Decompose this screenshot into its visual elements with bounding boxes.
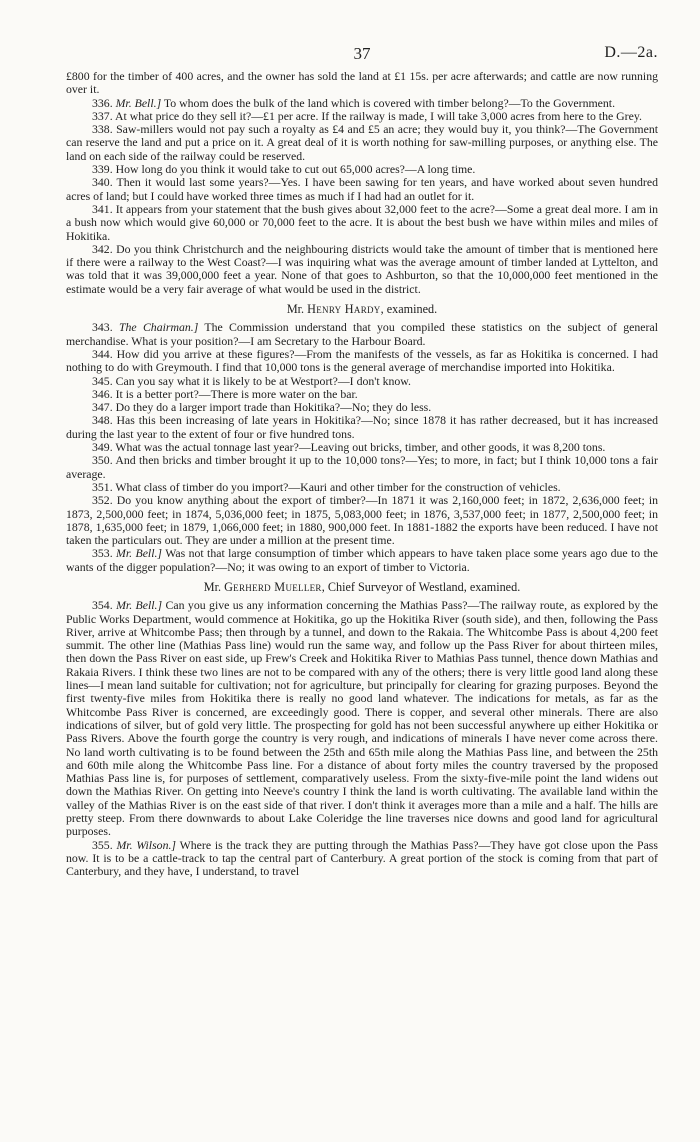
- question-paragraph: [66, 321, 658, 348]
- paragraph-text: Do they do a larger import trade than Hokitika?—No; they do less.: [115, 400, 432, 415]
- question-number: 354.: [92, 598, 113, 613]
- question-number: 352.: [92, 493, 113, 508]
- question-number: 350.: [92, 453, 113, 468]
- paragraph-text: Has this been increasing of late years in Hokitika?—No; since 1878 it has rather decreased, but it has increased during the last year to the extent of four or five hundred tons.: [66, 413, 658, 441]
- speaker-label: Mr. Bell.]: [115, 95, 162, 110]
- paragraph-text: Was not that large consumption of timber which appears to have taken place some years ago due to the wants of the digger population?—No; it was owing to an export of timber to Victoria.: [66, 546, 658, 574]
- question-number: 343.: [92, 320, 113, 335]
- paragraph-text: At what price do they sell it?—£1 per acre. If the railway is made, I will take 3,000 acres from here to the Grey.: [114, 108, 642, 123]
- paragraph-text: Where is the track they are putting through the Mathias Pass?—They have got close upon the Pass now. It is to be a cattle-track to tap the central part of Canterbury. A great portion of the stock is coming from that part of Canterbury, and they have, I understand, to travel: [66, 837, 658, 879]
- paragraph-text: To whom does the bulk of the land which is covered with timber belong?—To the Government.: [163, 95, 616, 110]
- question-number: 339.: [92, 162, 113, 177]
- paragraph-text: The Commission understand that you compiled these statistics on the subject of general merchandise. What is your position?—I am Secretary to the Harbour Board.: [66, 320, 658, 348]
- document-reference: D.—2a.: [604, 44, 658, 61]
- question-number: 347.: [92, 400, 113, 415]
- question-paragraph: [66, 494, 658, 547]
- paragraph-text: Do you think Christchurch and the neighbouring districts would take the amount of timber that is mentioned here if there were a railway to the West Coast?—I was inquiring what was the average amount of timber landed at Lyttelton, and was told that it was 39,000,000 feet a year. None of that goes to Ashburton, so that the 10,000,000 feet mentioned in the estimate would be a very fair average of what would be used in the district.: [66, 241, 659, 296]
- witness-name: Gerherd Mueller: [224, 579, 322, 594]
- question-number: 351.: [92, 479, 113, 494]
- witness-name: Henry Hardy: [307, 302, 381, 317]
- heading-suffix: , examined.: [380, 302, 438, 317]
- question-paragraph: [66, 547, 658, 574]
- paragraph-text: It is a better port?—There is more water on the bar.: [115, 386, 358, 401]
- question-number: 338.: [92, 122, 113, 137]
- document-body: [66, 70, 658, 879]
- paragraph-text: Can you give us any information concerning the Mathias Pass?—The railway route, as explored by the Public Works Department, would commence at Hokitika, go up the Hokitika River (south side), and then, following the Pass River, arrive at Whitcombe Pass; then through by a tunnel, and down to the Rakaia. The Whitcombe Pass is about 4,200 feet summit. The other line (Mathias Pass line) would run the same way, and follow up the Pass River for about thirteen miles, then down the Pass River on east side, up Frew's Creek and Hokitika River to Mathias Pass tunnel, thence down Mathias and Rakaia Rivers. I think these two lines are not to be compared with any of the others; there is very little good land along these lines—I mean land suitable for cultivation; not for agriculture, but principally for clearing for grazing purposes. Beyond the first twenty-five miles from Hokitika there is really no good land whatever. The indications for metals, as far as the Whitcombe Pass River is concerned, are exceedingly good. There is copper, and several other minerals. There are also indications of silver, but of gold very little. The prospecting for gold has not been successful anywhere up either Hokitika or Pass Rivers. Above the fourth gorge the country is very rough, and indications of minerals I have never come across there. No land worth cultivating is to be found between the 25th and 65th mile along the Mathias Pass line, and between the 25th and 60th mile along the Whitcombe Pass line. For a distance of about forty miles the country traversed by the proposed Mathias Pass line is, for purposes of settlement, comparatively useless. From the sixty-five-mile point the land widens out down the Mathias River. On getting into Neeve's country I think the land is worth cultivating. The available land within the valley of the Mathias River is on the east side of that river. I don't think it averages more than a mile and a half. The hills are pretty steep. From there downwards to about Lake Coleridge the line traverses nice downs and good land for agricultural purposes.: [66, 598, 659, 839]
- question-number: 344.: [92, 346, 113, 361]
- paragraph-text: Then it would last some years?—Yes. I have been sawing for ten years, and have worked about seven hundred acres of land; but I could have worked three times as much if I had had an outlet for it.: [66, 175, 658, 203]
- heading-suffix: , Chief Surveyor of Westland, examined.: [321, 579, 521, 594]
- question-paragraph: [66, 388, 658, 401]
- question-paragraph: [66, 97, 658, 110]
- question-number: 345.: [92, 373, 113, 388]
- witness-heading: [66, 303, 658, 316]
- question-number: 348.: [92, 413, 113, 428]
- question-paragraph: [66, 203, 658, 243]
- question-paragraph: [66, 441, 658, 454]
- heading-prefix: Mr.: [286, 302, 308, 317]
- question-paragraph: [66, 70, 658, 97]
- question-number: 342.: [92, 241, 113, 256]
- question-paragraph: [66, 348, 658, 375]
- question-paragraph: [66, 414, 658, 441]
- question-number: 336.: [92, 95, 113, 110]
- question-paragraph: [66, 110, 658, 123]
- page-header: [66, 38, 658, 68]
- speaker-label: Mr. Wilson.]: [116, 837, 177, 852]
- question-paragraph: [66, 163, 658, 176]
- question-paragraph: [66, 243, 658, 296]
- speaker-label: Mr. Bell.]: [116, 546, 163, 561]
- paragraph-text: What was the actual tonnage last year?—Leaving out bricks, timber, and other goods, it was 8,200 tons.: [115, 440, 606, 455]
- question-number: 337.: [92, 108, 113, 123]
- paragraph-text: Saw-millers would not pay such a royalty as £4 and £5 an acre; they would buy it, you think?—The Government can reserve the land and put a price on it. A great deal of it is worth nothing for saw-milling purposes, or anything else. The land on each side of the railway could be reserved.: [66, 122, 658, 163]
- question-paragraph: [66, 454, 658, 481]
- question-paragraph: [66, 176, 658, 203]
- question-number: 353.: [92, 546, 113, 561]
- paragraph-text: Can you say what it is likely to be at Westport?—I don't know.: [115, 373, 412, 388]
- question-paragraph: [66, 123, 658, 163]
- speaker-label: Mr. Bell.]: [116, 598, 163, 613]
- heading-prefix: Mr.: [203, 579, 225, 594]
- question-paragraph: [66, 375, 658, 388]
- paragraph-text: How long do you think it would take to cut out 65,000 acres?—A long time.: [115, 162, 476, 177]
- question-paragraph: [66, 839, 658, 879]
- question-paragraph: [66, 599, 658, 838]
- paragraph-text: What class of timber do you import?—Kauri and other timber for the construction of vehicles.: [115, 479, 561, 494]
- question-number: 346.: [92, 386, 113, 401]
- speaker-label: The Chairman.]: [118, 320, 199, 335]
- question-number: 355.: [92, 837, 113, 852]
- paragraph-text: £800 for the timber of 400 acres, and the owner has sold the land at £1 15s. per acre afterwards; and cattle are now running over it.: [66, 69, 658, 97]
- question-paragraph: [66, 401, 658, 414]
- witness-heading: [66, 581, 658, 594]
- paragraph-text: How did you arrive at these figures?—From the manifests of the vessels, as far as Hokitika is concerned. I had nothing to do with Greymouth. I find that 10,000 tons is the general average of merchandise imported into Hokitika.: [66, 346, 658, 375]
- question-paragraph: [66, 481, 658, 494]
- page-number: 37: [353, 44, 371, 63]
- question-number: 340.: [92, 175, 113, 190]
- question-number: 341.: [92, 201, 113, 216]
- paragraph-text: And then bricks and timber brought it up to the 10,000 tons?—Yes; to more, in fact; but I think 10,000 tons a fair average.: [66, 453, 658, 481]
- question-number: 349.: [92, 440, 113, 455]
- paragraph-text: It appears from your statement that the bush gives about 32,000 feet to the acre?—Some a great deal more. I am in a bush now which would give 60,000 or 70,000 feet to the acre. It is about the best bush we have within miles and miles of Hokitika.: [66, 201, 659, 243]
- paragraph-text: Do you know anything about the export of timber?—In 1871 it was 2,160,000 feet; in 1872, 2,636,000 feet; in 1873, 2,500,000 feet; in 1874, 5,036,000 feet; in 1875, 5,083,000 feet; in 1876, 3,537,000 feet; in 1877, 2,500,000 feet; in 1878, 1,635,000 feet; in 1879, 1,066,000 feet; in 1880, 900,000 feet. In 1881-1882 the exports have been reduced. I have not taken the particulars out. They are under a million at the present time.: [66, 493, 658, 548]
